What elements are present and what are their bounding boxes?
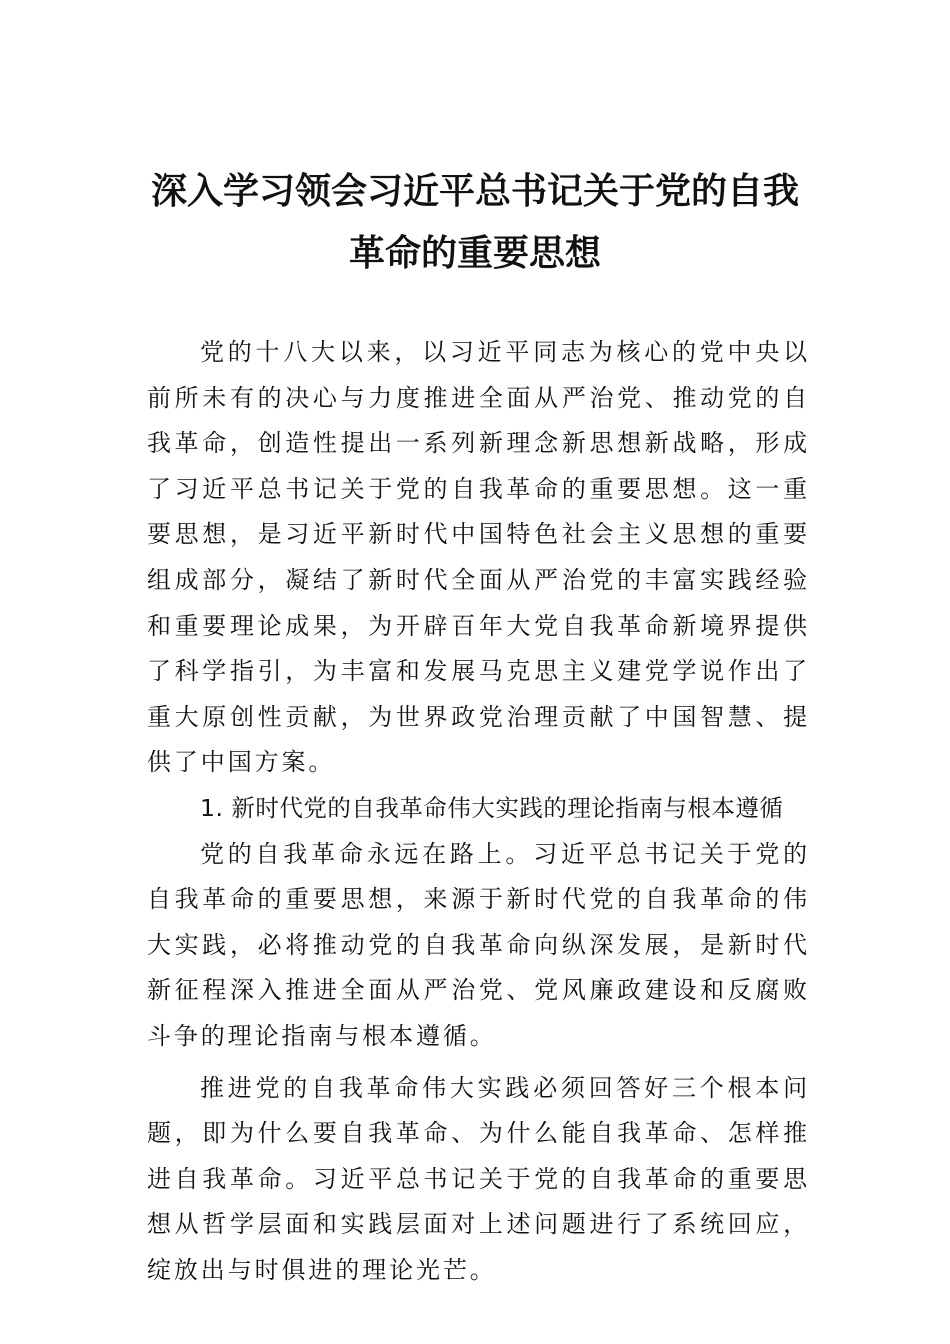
paragraph-3: 推进党的自我革命伟大实践必须回答好三个根本问题，即为什么要自我革命、为什么能自我革命、怎样推进自我革命。习近平总书记关于党的自我革命的重要思想从哲学层面和实践层面对上述问题进行了系统回应，绽放出与时俱进的理论光芒。	[147, 1073, 810, 1284]
document-title-line-2: 革命的重要思想	[348, 232, 601, 274]
paragraph-intro: 党的十八大以来，以习近平同志为核心的党中央以前所未有的决心与力度推进全面从严治党、推动党的自我革命，创造性提出一系列新理念新思想新战略，形成了习近平总书记关于党的自我革命的重要思想。这一重要思想，是习近平新时代中国特色社会主义思想的重要组成部分，凝结了新时代全面从严治党的丰富实践经验和重要理论成果，为开辟百年大党自我革命新境界提供了科学指引，为丰富和发展马克思主义建党学说作出了重大原创性贡献，为世界政党治理贡献了中国智慧、提供了中国方案。	[147, 338, 810, 777]
document-title-line-1: 深入学习领会习近平总书记关于党的自我	[150, 170, 799, 212]
document-body	[147, 330, 810, 1293]
section-heading: 1. 新时代党的自我革命伟大实践的理论指南与根本遵循	[200, 793, 784, 822]
paragraph-2: 党的自我革命永远在路上。习近平总书记关于党的自我革命的重要思想，来源于新时代党的自我革命的伟大实践，必将推动党的自我革命向纵深发展，是新时代新征程深入推进全面从严治党、党风廉政建设和反腐败斗争的理论指南与根本遵循。	[147, 839, 810, 1050]
